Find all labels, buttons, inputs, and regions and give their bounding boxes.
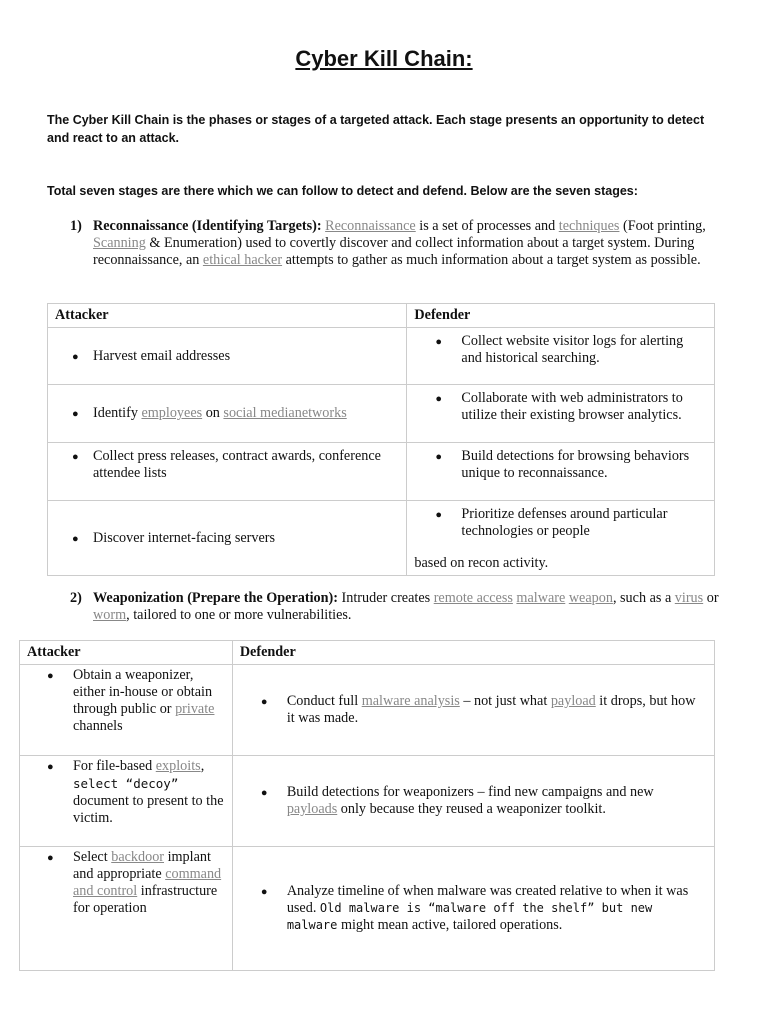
intro-paragraph: The Cyber Kill Chain is the phases or stages of a targeted attack. Each stage presents an opportunity to detect and react to an attack. xyxy=(47,113,705,145)
defender-header: Defender xyxy=(407,304,715,328)
defender-header: Defender xyxy=(232,641,714,665)
step-reconnaissance: 1) Reconnaissance (Identifying Targets): Reconnaissance is a set of processes and techniques (Foot printing, Scanning & Enumeration) used to covertly discover and collect information about a target system. During reconnaissance, an ethical hacker attempts to gather as much information about a target system as possible. xyxy=(70,218,706,268)
bullet-icon: ● xyxy=(47,670,54,682)
reconnaissance-table xyxy=(47,303,715,576)
bullet-icon: ● xyxy=(72,350,79,363)
bullet-icon: ● xyxy=(260,787,268,799)
weapon-link[interactable]: weapon xyxy=(568,590,613,606)
step-number: 2) xyxy=(70,590,82,606)
remote-access-link[interactable]: remote access xyxy=(433,590,513,606)
bullet-icon: ● xyxy=(260,886,268,898)
page-title: Cyber Kill Chain: xyxy=(295,46,473,71)
bullet-icon: ● xyxy=(435,393,443,405)
payloads-link[interactable]: payloads xyxy=(286,801,338,817)
private-link[interactable]: private xyxy=(175,701,215,717)
defender-cell: Collect website visitor logs for alerting and historical searching. xyxy=(461,333,684,366)
malware-analysis-link[interactable]: malware analysis xyxy=(361,693,460,709)
defender-cell: Collaborate with web administrators to utilize their existing browser analytics. xyxy=(461,390,683,423)
virus-link[interactable]: virus xyxy=(674,590,704,606)
table-row: ● Select backdoor implant and appropriate command and control infrastructure for operation ● Analyze timeline of when malware was created relative to when it was used. Old malware is “malware off the shelf” but new malware might mean active, tailored operations. xyxy=(20,847,715,971)
bullet-icon: ● xyxy=(72,408,79,420)
bullet-icon: ● xyxy=(72,532,79,545)
command-and-control-link[interactable]: command and control xyxy=(73,866,222,899)
defender-note: based on recon activity. xyxy=(414,555,549,571)
reconnaissance-link[interactable]: Reconnaissance xyxy=(325,218,416,234)
table-row: ● Identify employees on social medianetworks ● Collaborate with web administrators to utilize their existing browser analytics. xyxy=(48,385,715,443)
step-weaponization: 2) Weaponization (Prepare the Operation): Intruder creates remote access malware weapon, such as a virus or worm, tailored to one or more vulnerabilities. xyxy=(70,590,719,623)
bullet-icon: ● xyxy=(260,696,268,708)
attacker-cell: Discover internet-facing servers xyxy=(93,529,275,546)
backdoor-link[interactable]: backdoor xyxy=(111,849,165,865)
malware-link[interactable]: malware xyxy=(516,590,566,606)
payload-link[interactable]: payload xyxy=(550,693,596,709)
weaponization-table xyxy=(19,640,715,971)
techniques-link[interactable]: techniques xyxy=(558,218,620,234)
worm-link[interactable]: worm xyxy=(93,607,127,623)
defender-cell: Prioritize defenses around particular technologies or people xyxy=(461,506,668,539)
stages-intro: Total seven stages are there which we can follow to detect and defend. Below are the seven stages: xyxy=(47,184,638,198)
bullet-icon: ● xyxy=(47,761,54,773)
bullet-icon: ● xyxy=(435,451,443,463)
table-row xyxy=(48,328,715,385)
table-row xyxy=(48,443,715,501)
table-row: ● For file-based exploits, select “decoy” document to present to the victim. ● Build detections for weaponizers – find new campaigns and new payloads only because they reused a weaponizer toolkit. xyxy=(20,756,715,847)
bullet-icon: ● xyxy=(435,509,443,521)
social-networks-link[interactable]: social medianetworks xyxy=(223,405,347,421)
attacker-header: Attacker xyxy=(20,641,233,665)
step-number: 1) xyxy=(70,218,82,234)
defender-cell: Build detections for browsing behaviors unique to reconnaissance. xyxy=(461,448,690,481)
table-row xyxy=(48,501,715,576)
ethical-hacker-link[interactable]: ethical hacker xyxy=(202,252,283,268)
attacker-header: Attacker xyxy=(48,304,407,328)
table-row: ● Obtain a weaponizer, either in-house or obtain through public or private channels ● Conduct full malware analysis – not just what payload it drops, but how it was made. xyxy=(20,665,715,756)
attacker-cell: Harvest email addresses xyxy=(93,347,231,364)
scanning-link[interactable]: Scanning xyxy=(93,235,146,251)
bullet-icon: ● xyxy=(435,336,443,348)
bullet-icon: ● xyxy=(72,451,79,463)
bullet-icon: ● xyxy=(47,852,54,864)
step-heading: Weaponization (Prepare the Operation): xyxy=(93,590,338,606)
attacker-cell: Collect press releases, contract awards, conference attendee lists xyxy=(93,448,381,481)
employees-link[interactable]: employees xyxy=(141,405,203,421)
exploits-link[interactable]: exploits xyxy=(155,758,201,774)
step-heading: Reconnaissance (Identifying Targets): xyxy=(93,218,322,234)
